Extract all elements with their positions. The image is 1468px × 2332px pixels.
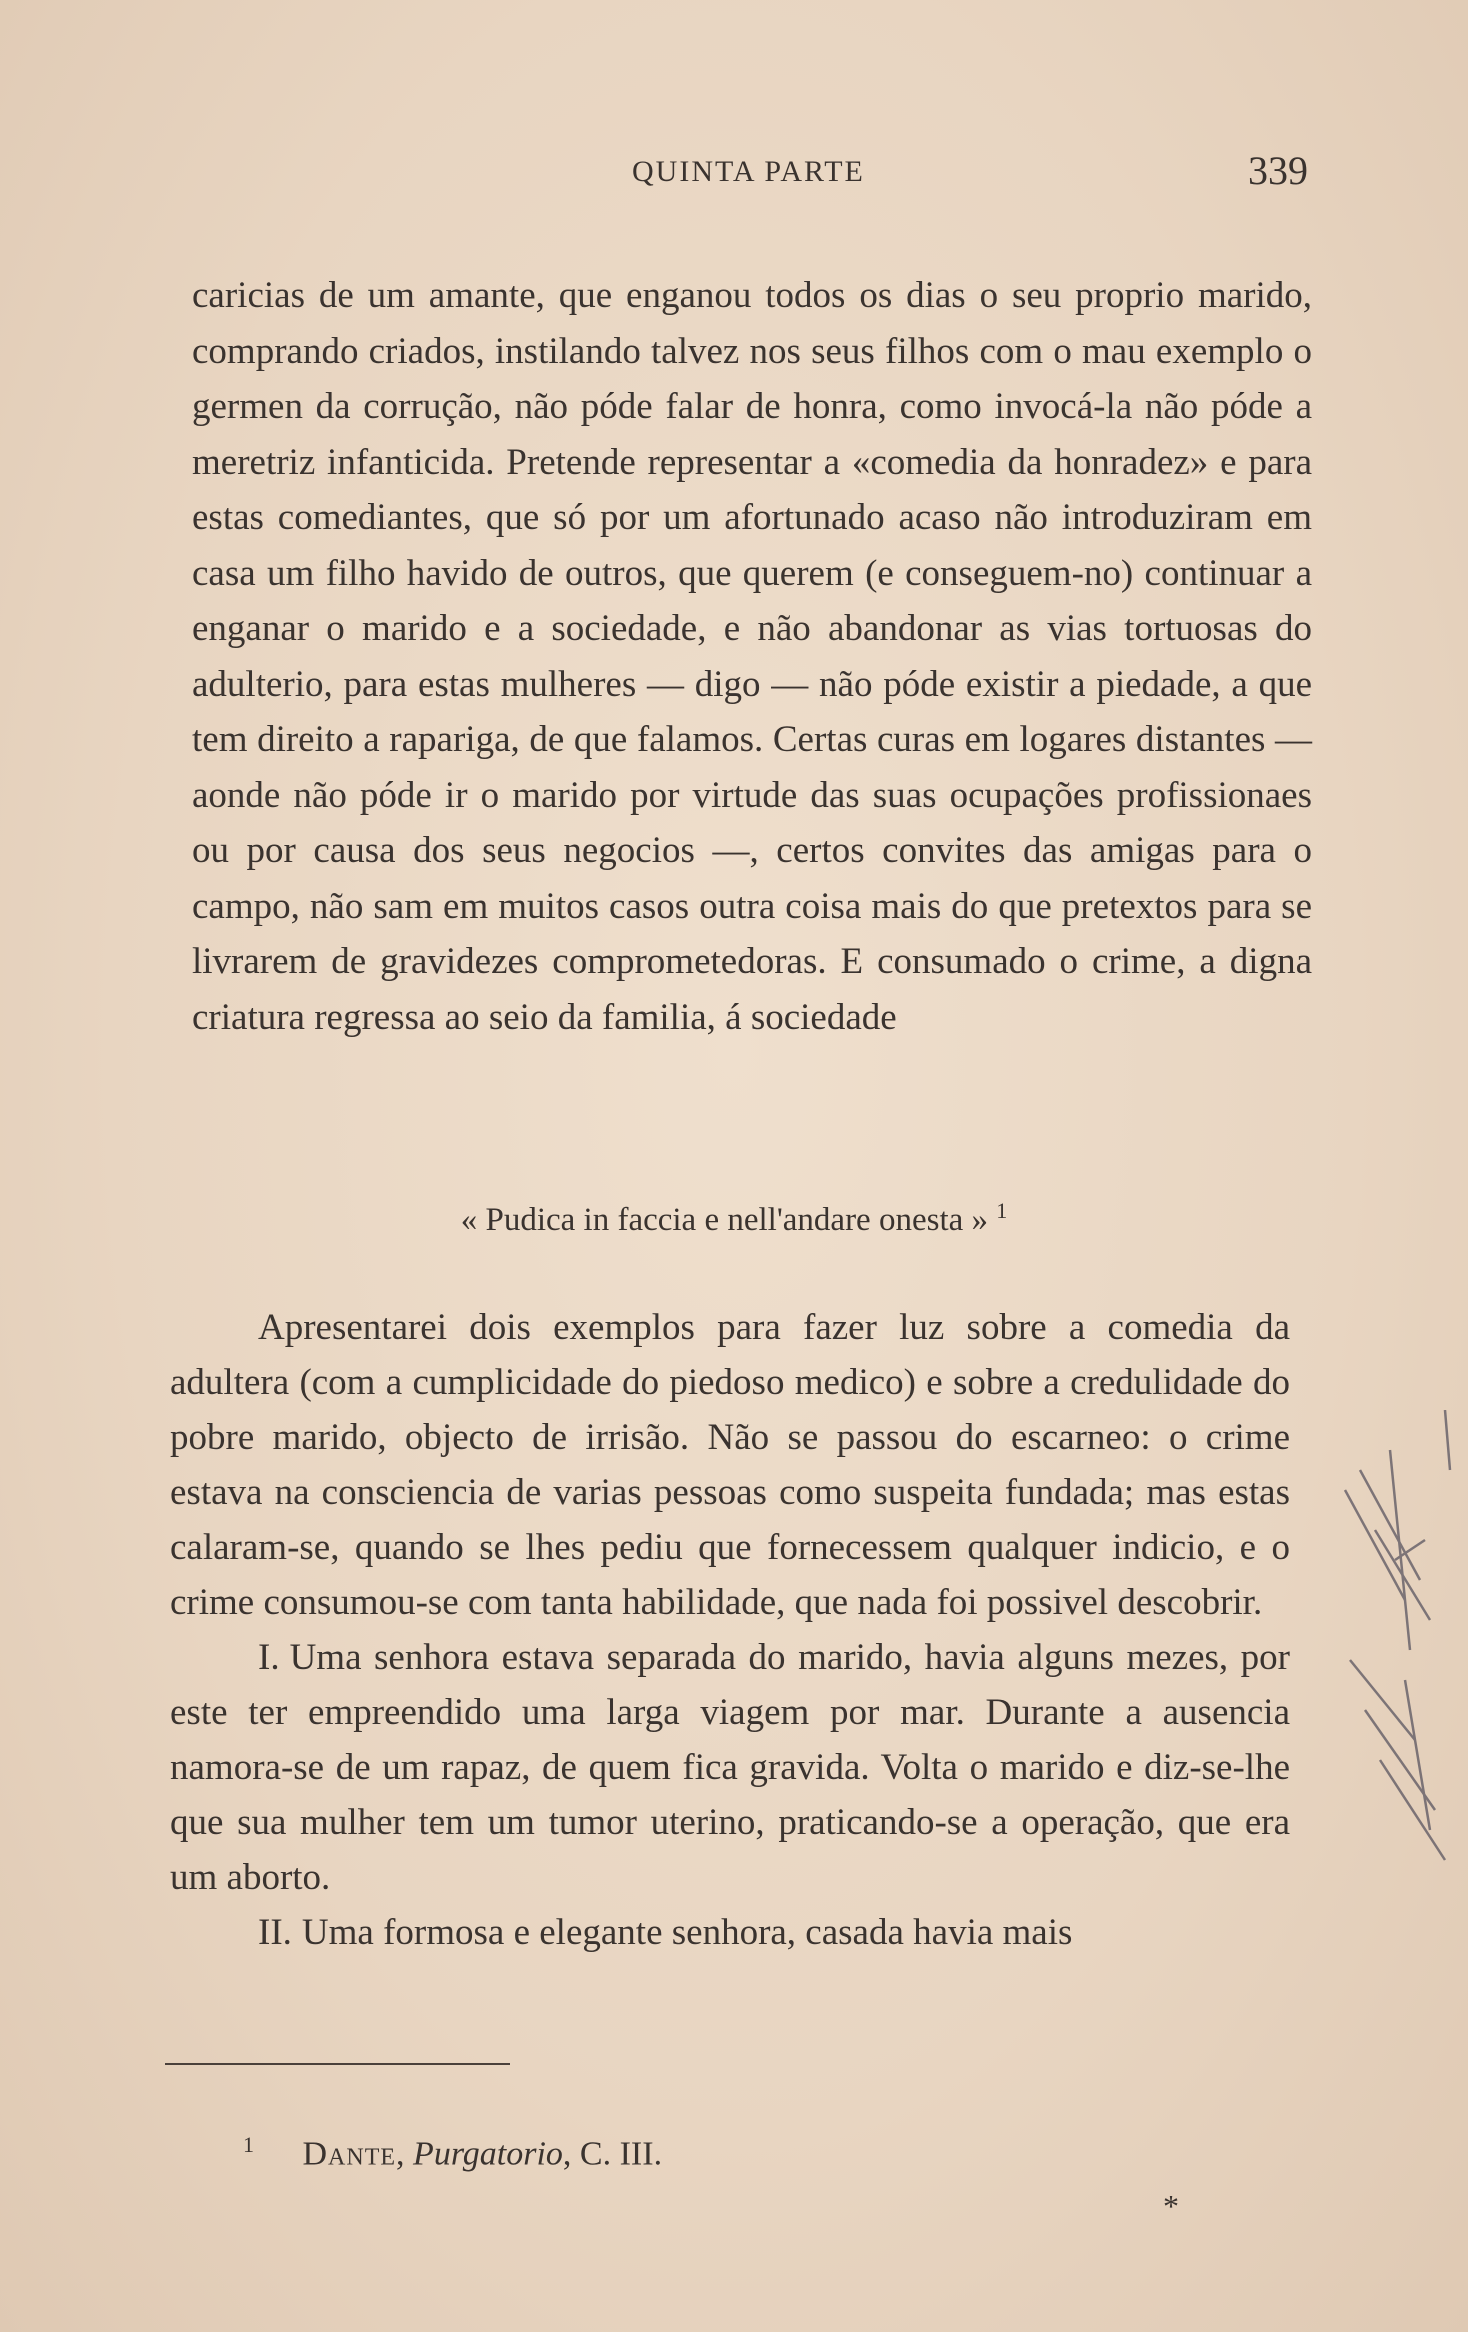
paragraph-1: caricias de um amante, que enganou todos os dias o seu proprio marido, comprando criados, instilando talvez nos seus filhos com o mau exemplo o germen da corrução, não póde falar de honra, como invocá-la não póde a meretriz infanticida. Pretende representar a «comedia da honradez» e para estas comediantes, que só por um afortunado acaso não introduziram em casa um filho havido de outros, que querem (e conseguem-no) continuar a enganar o marido e a sociedade, e não abandonar as vias tortuosas do adulterio, para estas mulheres — digo — não póde existir a piedade, a que tem direito a rapariga, de que falamos. Certas curas em logares distantes — aonde não póde ir o marido por virtude das suas ocupações profissionaes ou por causa dos seus negocios —, certos convites das amigas para o campo, não sam em muitos casos outra coisa mais do que pretextos para se livrarem de gravidezes comprometedoras. E consumado o crime, a digna criatura regressa ao seio da familia, á sociedade bbox=[192, 275, 1312, 1038]
pencil-annotation-marks bbox=[1335, 1410, 1455, 1880]
item-text: Uma formosa e elegante senhora, casada havia mais bbox=[301, 1912, 1073, 1953]
main-text-block bbox=[192, 268, 1312, 1045]
running-title: QUINTA PARTE bbox=[632, 155, 865, 188]
signature-mark: * bbox=[1163, 2188, 1179, 2224]
footnote-reference: 1 bbox=[996, 1198, 1008, 1223]
page-header bbox=[0, 148, 1468, 195]
footnote-divider bbox=[165, 2063, 510, 2065]
paragraph-2: Apresentarei dois exemplos para fazer luz sobre a comedia da adultera (com a cumplicidade do piedoso medico) e sobre a credulidade do pobre marido, objecto de irrisão. Não se passou do escarneo: o crime estava na consciencia de varias pessoas como suspeita fundada; mas estas calaram-se, quando se lhes pediu que fornecessem qualquer indicio, e o crime consumou-se com tanta habilidade, que nada foi possivel descobrir. bbox=[170, 1307, 1290, 1623]
quotation-text: « Pudica in faccia e nell'andare onesta » bbox=[460, 1202, 989, 1238]
footnote-author: Dante bbox=[302, 2135, 397, 2173]
quotation bbox=[0, 1198, 1468, 1239]
item-number: I. bbox=[258, 1637, 280, 1678]
list-item bbox=[170, 1905, 1290, 1960]
list-item bbox=[170, 1630, 1290, 1905]
item-number: II. bbox=[258, 1912, 292, 1953]
item-text: Uma senhora estava separada do marido, havia alguns mezes, por este ter empreendido uma larga viagem por mar. Durante a ausencia namora-se de um rapaz, de quem fica gravida. Volta o marido e diz-se-lhe que sua mulher tem um tumor uterino, praticando-se a operação, que era um aborto. bbox=[170, 1637, 1290, 1898]
second-text-block bbox=[170, 1300, 1290, 1960]
footnote-marker: 1 bbox=[243, 2132, 254, 2157]
footnote-work: Purgatorio bbox=[413, 2135, 563, 2173]
page-number: 339 bbox=[1248, 148, 1308, 193]
footnote: $^1$ Dante, Purgatorio, C. III. bbox=[243, 2132, 663, 2173]
footnote-reference-location: C. III. bbox=[579, 2135, 663, 2173]
